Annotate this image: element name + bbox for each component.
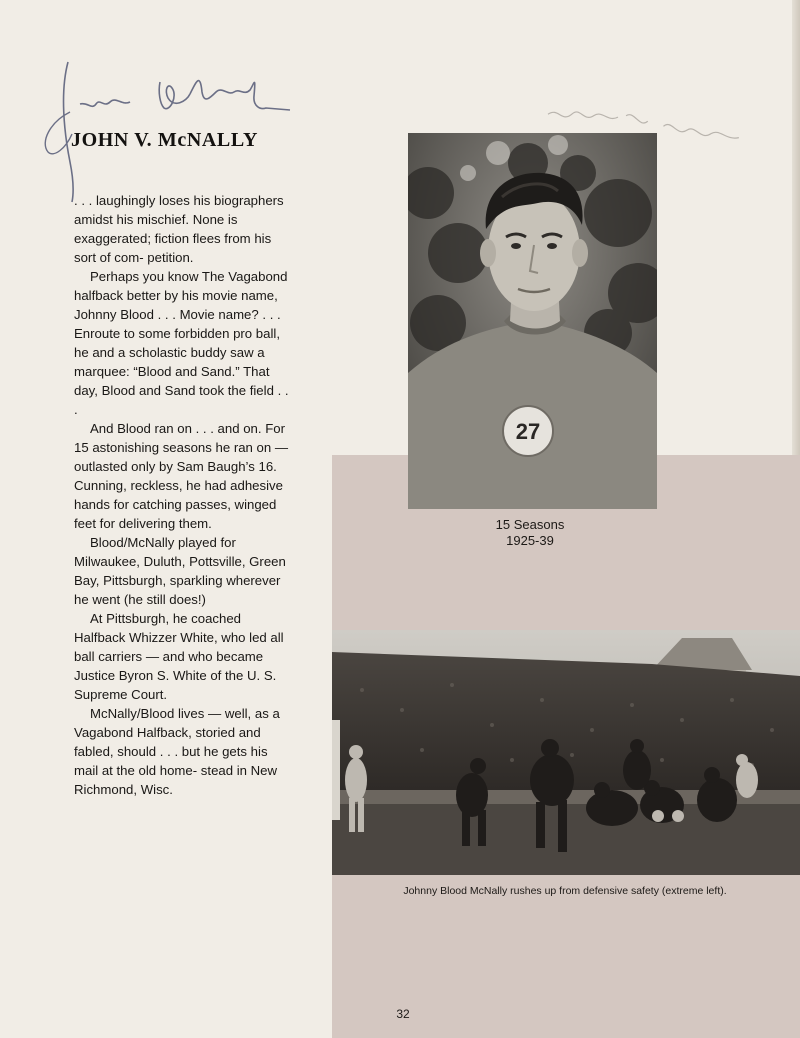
portrait-caption xyxy=(440,517,620,549)
seasons-years: 1925-39 xyxy=(506,533,554,548)
bio-paragraph: McNally/Blood lives — well, as a Vagabond Halfback, storied and fabled, should . . . but he gets his mail at the old home- stead in New Richmond, Wisc. xyxy=(74,706,280,797)
seasons-count: 15 Seasons xyxy=(495,517,565,532)
biography-text xyxy=(74,191,289,799)
bio-paragraph: At Pittsburgh, he coached Halfback Whizzer White, who led all ball carriers — and who became Justice Byron S. White of the U. S. Supreme Court. xyxy=(74,611,284,702)
page-number: 32 xyxy=(396,1007,410,1021)
game-photo-caption: Johnny Blood McNally rushes up from defensive safety (extreme left). xyxy=(403,885,727,897)
game-action-photo xyxy=(332,630,800,875)
bio-paragraph: Blood/McNally played for Milwaukee, Duluth, Pottsville, Green Bay, Pittsburgh, sparkling wherever he went (he still does!) xyxy=(74,535,286,607)
bio-paragraph: And Blood ran on . . . and on. For 15 astonishing seasons he ran on — outlasted only by Sam Baugh’s 16. Cunning, reckless, he had adhesive hands for catching passes, winged feet for delivering them. xyxy=(74,421,289,531)
jersey-number: 27 xyxy=(515,419,541,444)
bio-paragraph: . . . laughingly loses his biographers amidst his mischief. None is exaggerated; fiction flees from his sort of com- petition. xyxy=(74,193,284,265)
bio-paragraph: Perhaps you know The Vagabond halfback better by his movie name, Johnny Blood . . . Movie name? . . . Enroute to some forbidden pro ball, he and a scholastic buddy saw a marquee: “Blood and Sand.” That day, Blood and Sand took the field . . . xyxy=(74,269,289,417)
page-title: JOHN V. McNALLY xyxy=(71,129,258,151)
player-portrait-photo xyxy=(408,133,657,509)
